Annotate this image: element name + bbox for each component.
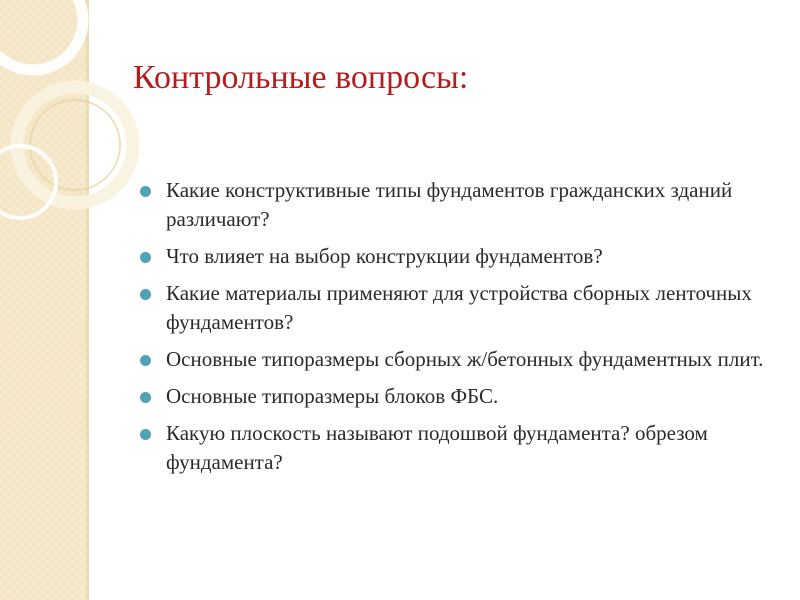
circle-bullet-icon	[140, 392, 151, 403]
question-list	[138, 176, 778, 485]
circle-bullet-icon	[140, 429, 151, 440]
question-text: Что влияет на выбор конструкции фундаментов?	[166, 244, 603, 268]
question-text: Основные типоразмеры блоков ФБС.	[166, 384, 499, 408]
circle-bullet-icon	[140, 289, 151, 300]
circle-bullet-icon	[140, 252, 151, 263]
list-item	[138, 419, 778, 477]
slide-title: Контрольные вопросы:	[133, 59, 469, 96]
question-text: Основные типоразмеры сборных ж/бетонных фундаментных плит.	[166, 347, 764, 371]
list-item	[138, 345, 778, 374]
question-text: Какую плоскость называют подошвой фундамента? обрезом фундамента?	[166, 421, 708, 474]
circle-bullet-icon	[140, 355, 151, 366]
list-item	[138, 242, 778, 271]
list-item	[138, 279, 778, 337]
question-text: Какие конструктивные типы фундаментов гражданских зданий различают?	[166, 178, 733, 231]
list-item	[138, 382, 778, 411]
list-item	[138, 176, 778, 234]
circle-bullet-icon	[140, 186, 151, 197]
question-text: Какие материалы применяют для устройства сборных ленточных фундаментов?	[166, 281, 752, 334]
